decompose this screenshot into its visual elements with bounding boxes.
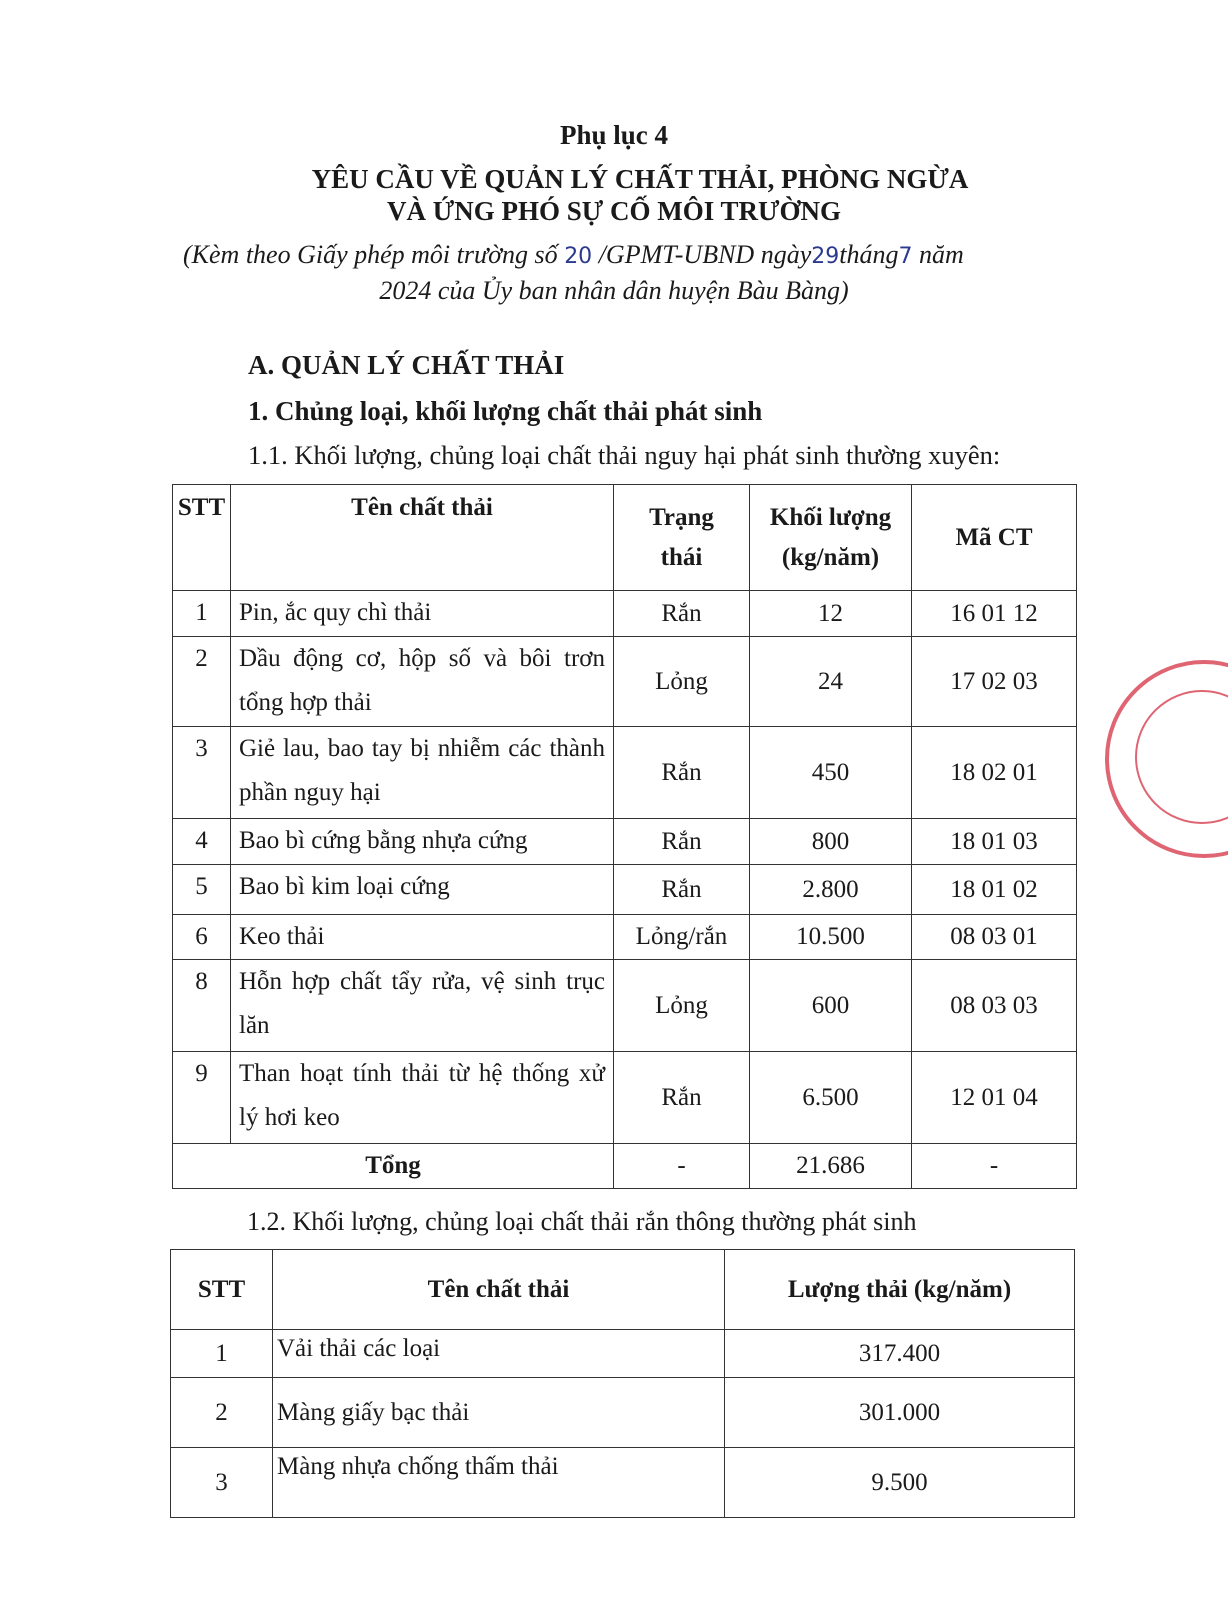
handwritten-day: 29: [811, 244, 840, 269]
cell-mass: 10.500: [750, 915, 912, 960]
cell-state: Rắn: [614, 865, 750, 915]
cell-stt: 9: [173, 1052, 231, 1144]
table-header-row: [171, 1250, 1075, 1330]
header-amount: Lượng thải (kg/năm): [725, 1250, 1075, 1330]
cell-stt: 2: [173, 637, 231, 727]
cell-mass: 2.800: [750, 865, 912, 915]
total-label: Tổng: [173, 1144, 614, 1189]
cell-name: Pin, ắc quy chì thải: [231, 591, 614, 637]
header-stt: STT: [171, 1250, 273, 1330]
cell-state: Rắn: [614, 591, 750, 637]
cell-code: 16 01 12: [912, 591, 1077, 637]
cell-code: 18 02 01: [912, 727, 1077, 819]
cell-code: 08 03 01: [912, 915, 1077, 960]
table-total-row: [173, 1144, 1077, 1189]
cell-stt: 1: [171, 1330, 273, 1378]
cell-name: Bao bì kim loại cứng: [231, 865, 614, 915]
cell-amount: 317.400: [725, 1330, 1075, 1378]
section-1-1-heading: 1.1. Khối lượng, chủng loại chất thải nguy hại phát sinh thường xuyên:: [248, 440, 1001, 470]
cell-state: Lỏng: [614, 637, 750, 727]
subtitle-line1: (Kèm theo Giấy phép môi trường số 20 /GPMT-UBND ngày29tháng7 năm: [183, 240, 964, 269]
cell-name: Màng giấy bạc thải: [273, 1378, 725, 1448]
header-name: Tên chất thải: [231, 485, 614, 591]
cell-stt: 4: [173, 819, 231, 865]
cell-mass: 12: [750, 591, 912, 637]
section-1-2-heading: 1.2. Khối lượng, chủng loại chất thải rắn thông thường phát sinh: [247, 1207, 917, 1236]
handwritten-month: 7: [898, 244, 913, 269]
cell-code: 18 01 02: [912, 865, 1077, 915]
solid-waste-table: [170, 1249, 1075, 1518]
cell-name: Màng nhựa chống thấm thải: [273, 1448, 725, 1518]
header-code: Mã CT: [912, 485, 1077, 591]
cell-mass: 6.500: [750, 1052, 912, 1144]
cell-mass: 800: [750, 819, 912, 865]
cell-name: Giẻ lau, bao tay bị nhiễm các thành phần nguy hại: [231, 727, 614, 819]
cell-stt: 3: [173, 727, 231, 819]
cell-name: Hỗn hợp chất tẩy rửa, vệ sinh trục lăn: [231, 960, 614, 1052]
cell-state: Rắn: [614, 1052, 750, 1144]
table-row: [173, 960, 1077, 1052]
subtitle-line2: 2024 của Ủy ban nhân dân huyện Bàu Bàng): [379, 276, 849, 305]
handwritten-permit-number: 20: [564, 244, 593, 269]
cell-name: Vải thải các loại: [273, 1330, 725, 1378]
cell-stt: 8: [173, 960, 231, 1052]
table-row: [173, 727, 1077, 819]
cell-name: Keo thải: [231, 915, 614, 960]
hazardous-waste-table: [172, 484, 1077, 1189]
cell-mass: 600: [750, 960, 912, 1052]
table-row: [173, 591, 1077, 637]
appendix-label: Phụ lục 4: [559, 120, 669, 150]
cell-stt: 5: [173, 865, 231, 915]
header-state: Trạng thái: [614, 485, 750, 591]
cell-state: Rắn: [614, 727, 750, 819]
header-mass: Khối lượng (kg/năm): [750, 485, 912, 591]
table-row: [173, 865, 1077, 915]
cell-code: 12 01 04: [912, 1052, 1077, 1144]
cell-name: Dầu động cơ, hộp số và bôi trơn tổng hợp thải: [231, 637, 614, 727]
table-row: [171, 1378, 1075, 1448]
cell-state: Lỏng: [614, 960, 750, 1052]
cell-code: 08 03 03: [912, 960, 1077, 1052]
cell-mass: 450: [750, 727, 912, 819]
cell-mass: 24: [750, 637, 912, 727]
cell-name: Than hoạt tính thải từ hệ thống xử lý hơi keo: [231, 1052, 614, 1144]
section-a-heading: A. QUẢN LÝ CHẤT THẢI: [248, 350, 565, 380]
table-row: [171, 1448, 1075, 1518]
table-row: [173, 915, 1077, 960]
table-header-row: [173, 485, 1077, 591]
document-title-line2: VÀ ỨNG PHÓ SỰ CỐ MÔI TRƯỜNG: [387, 196, 841, 226]
table-row: [173, 637, 1077, 727]
table-row: [173, 1052, 1077, 1144]
cell-name: Bao bì cứng bằng nhựa cứng: [231, 819, 614, 865]
cell-stt: 2: [171, 1378, 273, 1448]
section-1-heading: 1. Chủng loại, khối lượng chất thải phát sinh: [248, 396, 763, 426]
cell-state: Lỏng/rắn: [614, 915, 750, 960]
cell-amount: 9.500: [725, 1448, 1075, 1518]
cell-code: 17 02 03: [912, 637, 1077, 727]
table-row: [173, 819, 1077, 865]
cell-stt: 3: [171, 1448, 273, 1518]
total-mass: 21.686: [750, 1144, 912, 1189]
header-name: Tên chất thải: [273, 1250, 725, 1330]
cell-code: 18 01 03: [912, 819, 1077, 865]
total-state: -: [614, 1144, 750, 1189]
total-code: -: [912, 1144, 1077, 1189]
cell-amount: 301.000: [725, 1378, 1075, 1448]
document-title-line1: YÊU CẦU VỀ QUẢN LÝ CHẤT THẢI, PHÒNG NGỪA: [311, 164, 969, 194]
cell-stt: 1: [173, 591, 231, 637]
cell-stt: 6: [173, 915, 231, 960]
cell-state: Rắn: [614, 819, 750, 865]
table-row: [171, 1330, 1075, 1378]
header-stt: STT: [173, 485, 231, 591]
